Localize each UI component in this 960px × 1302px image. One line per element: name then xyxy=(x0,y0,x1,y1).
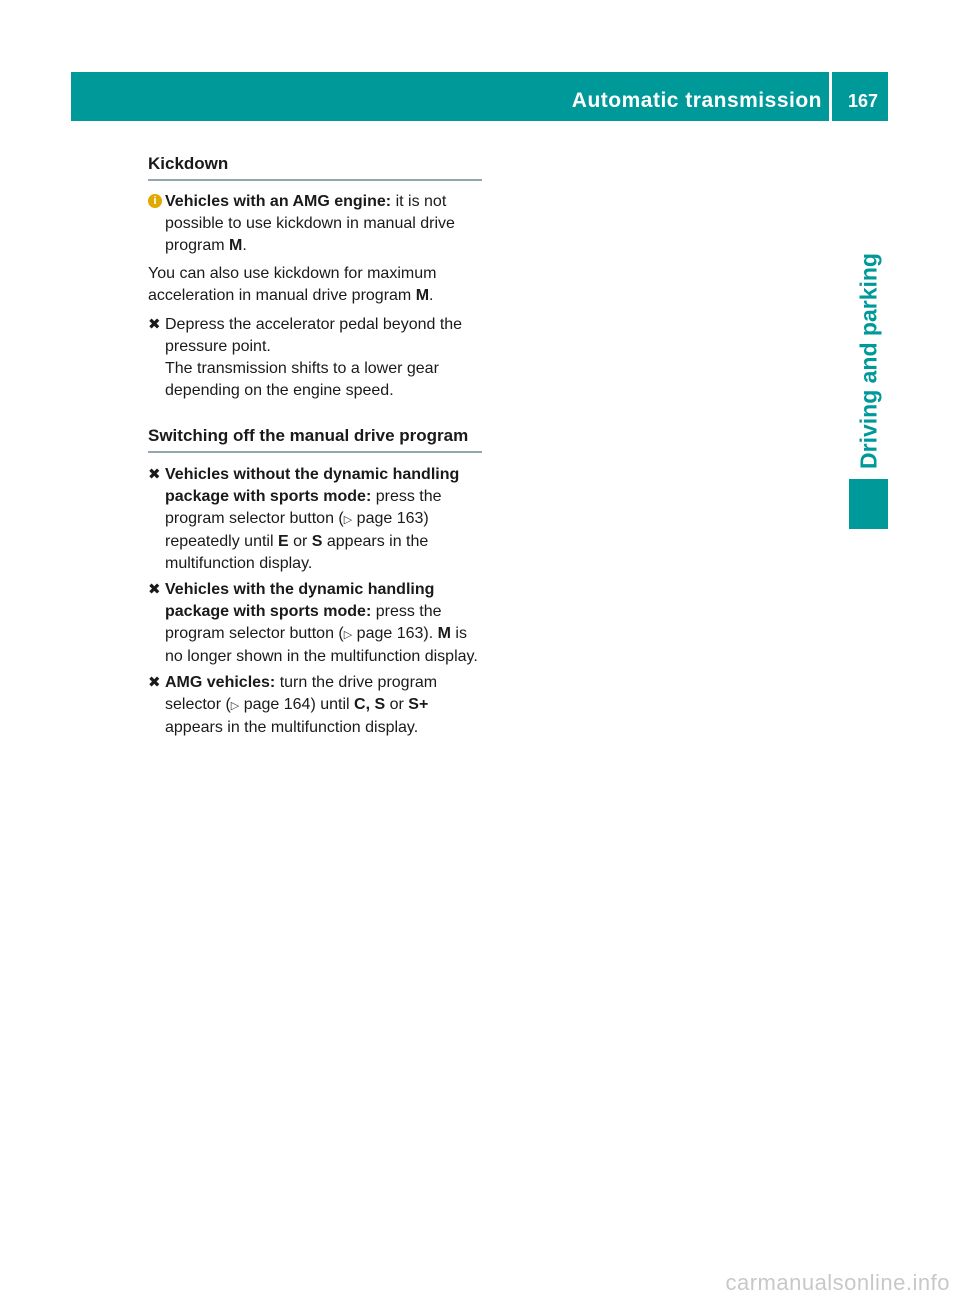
header-bar xyxy=(71,72,888,121)
kickdown-heading: Kickdown xyxy=(148,152,482,181)
step-arrow-icon: ✖ xyxy=(148,466,161,483)
note-bold: Vehicles with an AMG engine: xyxy=(165,193,392,210)
manual-step-2: ✖ Vehicles with the dynamic handling package with sports mode: press the program selector button (▷ page 163). M is no longer shown in the multifunction display. xyxy=(148,581,478,665)
page-reference-arrow-icon: ▷ xyxy=(230,700,240,712)
manual-step-3: ✖ AMG vehicles: turn the drive program selector (▷ page 164) until C, S or S+ appears in the multifunction display. xyxy=(148,674,438,736)
step-arrow-icon: ✖ xyxy=(148,316,161,333)
side-tab xyxy=(849,251,888,471)
section-title: Automatic transmission xyxy=(571,89,822,112)
kickdown-step: ✖ Depress the accelerator pedal beyond the pressure point. The transmission shifts to a lower gear depending on the engine speed. xyxy=(148,314,482,402)
step-arrow-icon: ✖ xyxy=(148,581,161,598)
main-content xyxy=(148,152,482,743)
watermark: carmanualsonline.info xyxy=(725,1270,950,1295)
manual-step-1: ✖ Vehicles without the dynamic handling package with sports mode: press the program selector button (▷ page 163) repeatedly until E or S appears in the multifunction display. xyxy=(148,466,460,572)
manual-program-heading: Switching off the manual drive program xyxy=(148,424,482,453)
header-divider xyxy=(829,72,832,121)
page-reference-arrow-icon: ▷ xyxy=(343,514,353,526)
step-result: The transmission shifts to a lower gear depending on the engine speed. xyxy=(165,360,439,399)
chapter-label: Driving and parking xyxy=(855,253,881,469)
side-tab-marker xyxy=(849,479,888,529)
page-number: 167 xyxy=(847,91,878,111)
page-link[interactable]: page 163 xyxy=(356,625,424,642)
step-arrow-icon: ✖ xyxy=(148,674,161,691)
page-link[interactable]: page 164 xyxy=(243,696,311,713)
page-reference-arrow-icon: ▷ xyxy=(343,629,353,641)
amg-engine-note: i Vehicles with an AMG engine: it is not possible to use kickdown in manual drive program M. xyxy=(148,191,482,257)
kickdown-paragraph: You can also use kickdown for maximum acceleration in manual drive program M. xyxy=(148,265,437,304)
page-link[interactable]: page 163 xyxy=(356,510,424,527)
info-icon: i xyxy=(148,194,162,208)
